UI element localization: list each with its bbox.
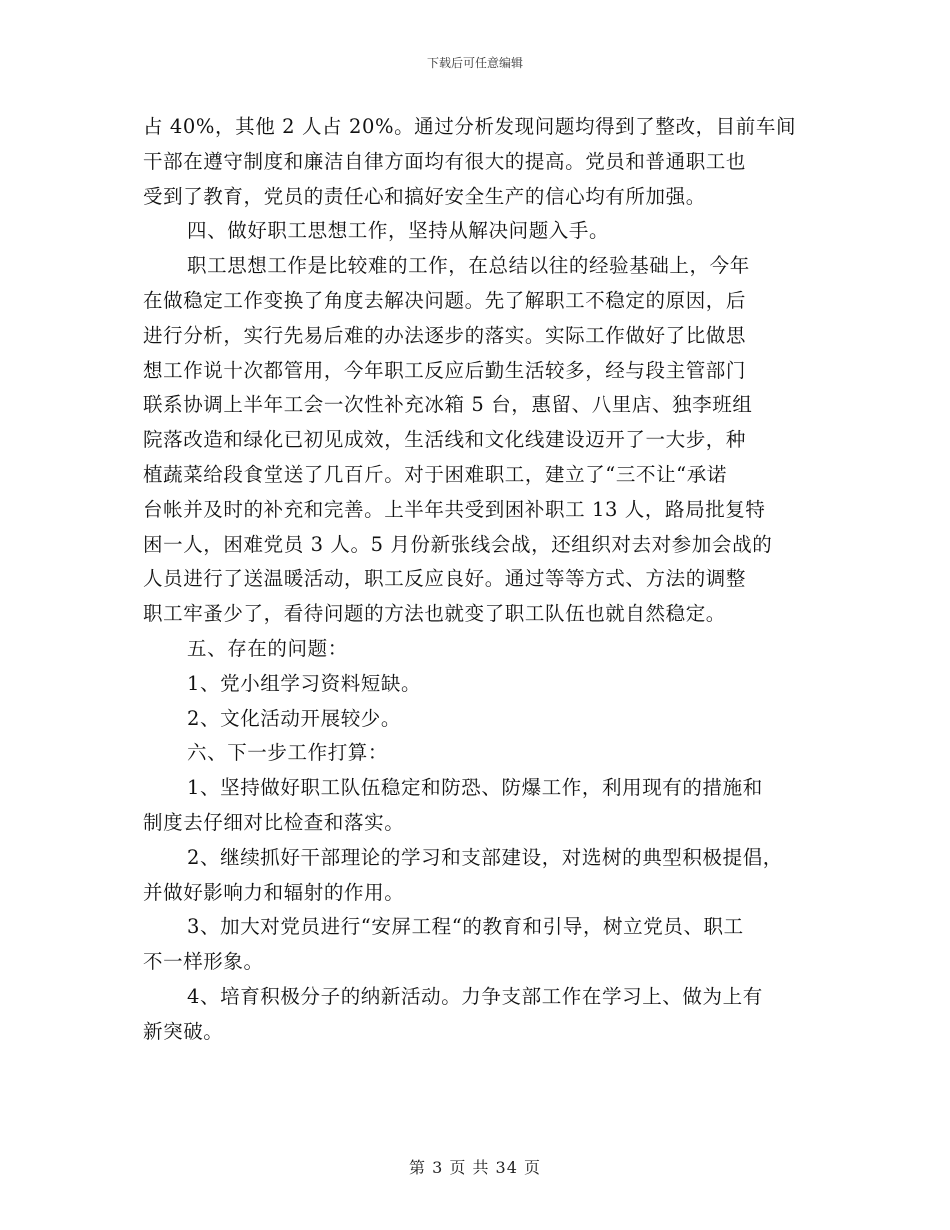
body-line: 职工牢蚤少了，看待问题的方法也就变了职工队伍也就自然稳定。: [143, 602, 726, 626]
body-line: 干部在遵守制度和廉洁自律方面均有很大的提高。党员和普通职工也: [143, 149, 747, 173]
body-line: 台帐并及时的补充和完善。上半年共受到困补职工 13 人，路局批复特: [143, 497, 766, 521]
list-item: 3、加大对党员进行“安屏工程“的教育和引导，树立党员、职工: [187, 915, 744, 939]
list-item-continuation: 不一样形象。: [143, 950, 264, 974]
body-line: 想工作说十次都管用，今年职工反应后勤生活较多，经与段主管部门: [143, 358, 747, 382]
list-item-continuation: 并做好影响力和辐射的作用。: [143, 880, 405, 904]
body-line: 进行分析，实行先易后难的办法逐步的落实。实际工作做好了比做思: [143, 323, 747, 347]
body-line: 联系协调上半年工会一次性补充冰箱 5 台，惠留、八里店、独李班组: [143, 393, 753, 417]
page-number: 第 3 页 共 34 页: [409, 1158, 541, 1177]
section-heading-5: 五、存在的问题：: [187, 636, 348, 660]
body-line: 植蔬菜给段食堂送了几百斤。对于困难职工，建立了“三不让“承诺: [143, 462, 727, 486]
document-body: [143, 110, 813, 1050]
body-line: 占 40%，其他 2 人占 20%。通过分析发现问题均得到了整改，目前车间: [143, 115, 797, 138]
body-line: 困一人，困难党员 3 人。5 月份新张线会战，还组织对去对参加会战的: [143, 532, 773, 556]
list-item-continuation: 制度去仔细对比检查和落实。: [143, 810, 405, 834]
list-item: 1、党小组学习资料短缺。: [187, 671, 422, 695]
list-item: 1、坚持做好职工队伍稳定和防恐、防爆工作，利用现有的措施和: [187, 776, 763, 800]
list-item-continuation: 新突破。: [143, 1019, 224, 1043]
list-item: 4、培育积极分子的纳新活动。力争支部工作在学习上、做为上有: [187, 984, 763, 1008]
body-line: 职工思想工作是比较难的工作，在总结以往的经验基础上，今年: [187, 254, 750, 278]
list-item: 2、文化活动开展较少。: [187, 706, 402, 730]
body-line: 在做稳定工作变换了角度去解决问题。先了解职工不稳定的原因，后: [143, 288, 747, 312]
body-line: 院落改造和绿化已初见成效，生活线和文化线建设迈开了一大步，种: [143, 428, 747, 452]
body-line: 受到了教育，党员的责任心和搞好安全生产的信心均有所加强。: [143, 184, 706, 208]
list-item: 2、继续抓好干部理论的学习和支部建设，对选树的典型积极提倡，: [187, 845, 783, 869]
section-heading-6: 六、下一步工作打算：: [187, 741, 389, 765]
header-note: 下载后可任意编辑: [426, 56, 523, 70]
section-heading-4: 四、做好职工思想工作，坚持从解决问题入手。: [187, 219, 610, 243]
body-line: 人员进行了送温暖活动，职工反应良好。通过等等方式、方法的调整: [143, 567, 747, 591]
